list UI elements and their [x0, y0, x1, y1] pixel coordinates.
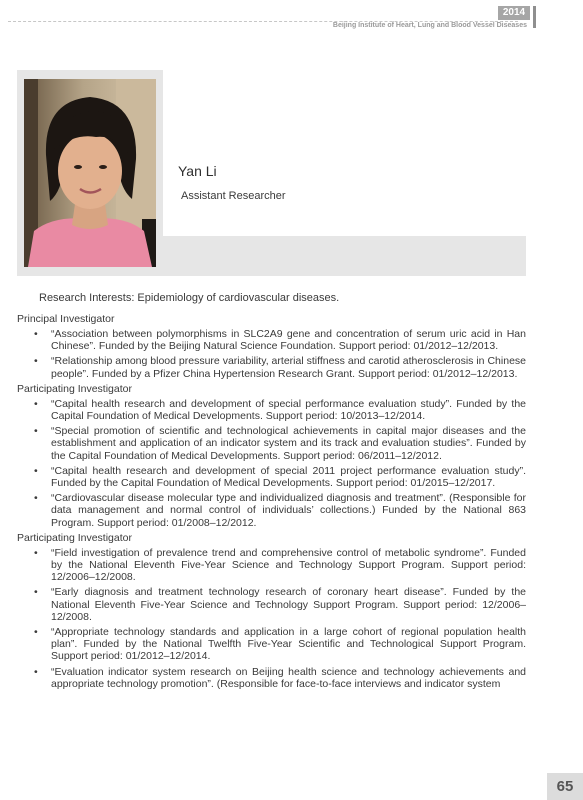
bullet-icon: • — [34, 665, 38, 678]
bullet-icon: • — [34, 355, 38, 368]
profile-name-area — [163, 70, 526, 236]
bullet-icon: • — [34, 626, 38, 639]
research-interests: Research Interests: Epidemiology of cardiovascular diseases. — [39, 292, 340, 304]
section-heading: Principal Investigator — [17, 313, 115, 325]
list-item: • “Special promotion of scientific and technological achievements in capital major diseases and the establishment and application of an indicator system and its track and evaluation studies”. Funded by the Capital Foundation of Medical Developments. Support period: 06/2011–12/2012. — [34, 425, 526, 462]
bullet-icon: • — [34, 425, 38, 438]
list-item: • “Capital health research and development of special performance evaluation study”. Funded by the Capital Foundation of Medical Developments. Support period: 10/2013–12/2014. — [34, 397, 526, 423]
section-heading: Participating Investigator — [17, 382, 132, 395]
project-list — [17, 398, 526, 529]
bullet-icon: • — [34, 397, 38, 410]
institution-name: Beijing Institute of Heart, Lung and Blood Vessel Diseases — [332, 22, 527, 29]
bullet-icon: • — [34, 328, 38, 340]
list-item: • “Field investigation of prevalence trend and comprehensive control of metabolic syndrome”. Funded by the National Eleventh Five-Year Science and Technology Support Program. Support period: 12/2006–12/2008. — [34, 546, 526, 584]
project-list — [17, 328, 526, 380]
profile-photo — [24, 79, 156, 267]
bullet-icon: • — [34, 546, 38, 559]
projects-content — [17, 313, 526, 693]
list-item: • “Association between polymorphisms in SLC2A9 gene and concentration of serum uric acid in Han Chinese”. Funded by the Beijing Natural Science Foundation. Support period: 01/2012–12/2013. — [34, 328, 526, 353]
list-item: • “Evaluation indicator system research on Beijing health science and technology achievements and appropriate technology promotion”. (Responsible for face-to-face interviews and indicator system — [34, 665, 526, 690]
bullet-icon: • — [34, 464, 38, 477]
list-item: • “Appropriate technology standards and application in a large cohort of regional population health plan”. Funded by the National Twelfth Five-Year Scientific and Technological Support Program. Support period: 01/2012–12/2014. — [34, 626, 526, 663]
year-badge: 2014 — [498, 6, 530, 20]
list-item: • “Cardiovascular disease molecular type and individualized diagnosis and treatment”. (Responsible for data management and normal control of individuals’ collections.) Funded by the National 863 Program. Support period: 01/2008–12/2012. — [34, 492, 526, 529]
page-number: 65 — [556, 778, 574, 795]
header-accent-bar — [533, 6, 536, 28]
person-name: Yan Li — [178, 163, 217, 179]
bullet-icon: • — [34, 586, 38, 599]
project-list — [17, 547, 526, 690]
list-item: • “Early diagnosis and treatment technology research of coronary heart disease”. Funded by the National Eleventh Five-Year Science and Technology Support Program. Support period: 12/2006–12/2008. — [34, 586, 526, 623]
person-title: Assistant Researcher — [181, 190, 286, 202]
list-item: • “Relationship among blood pressure variability, arterial stiffness and carotid atherosclerosis in Chinese people”. Funded by a Pfizer China Hypertension Research Grant. Support period: 01/2012–12/2013. — [34, 355, 526, 380]
list-item: • “Capital health research and development of special 2011 project performance evaluation study”. Funded by the Capital Foundation of Medical Developments. Support period: 01/2015–12/2017. — [34, 464, 526, 490]
bullet-icon: • — [34, 492, 38, 505]
section-heading: Participating Investigator — [17, 531, 132, 544]
